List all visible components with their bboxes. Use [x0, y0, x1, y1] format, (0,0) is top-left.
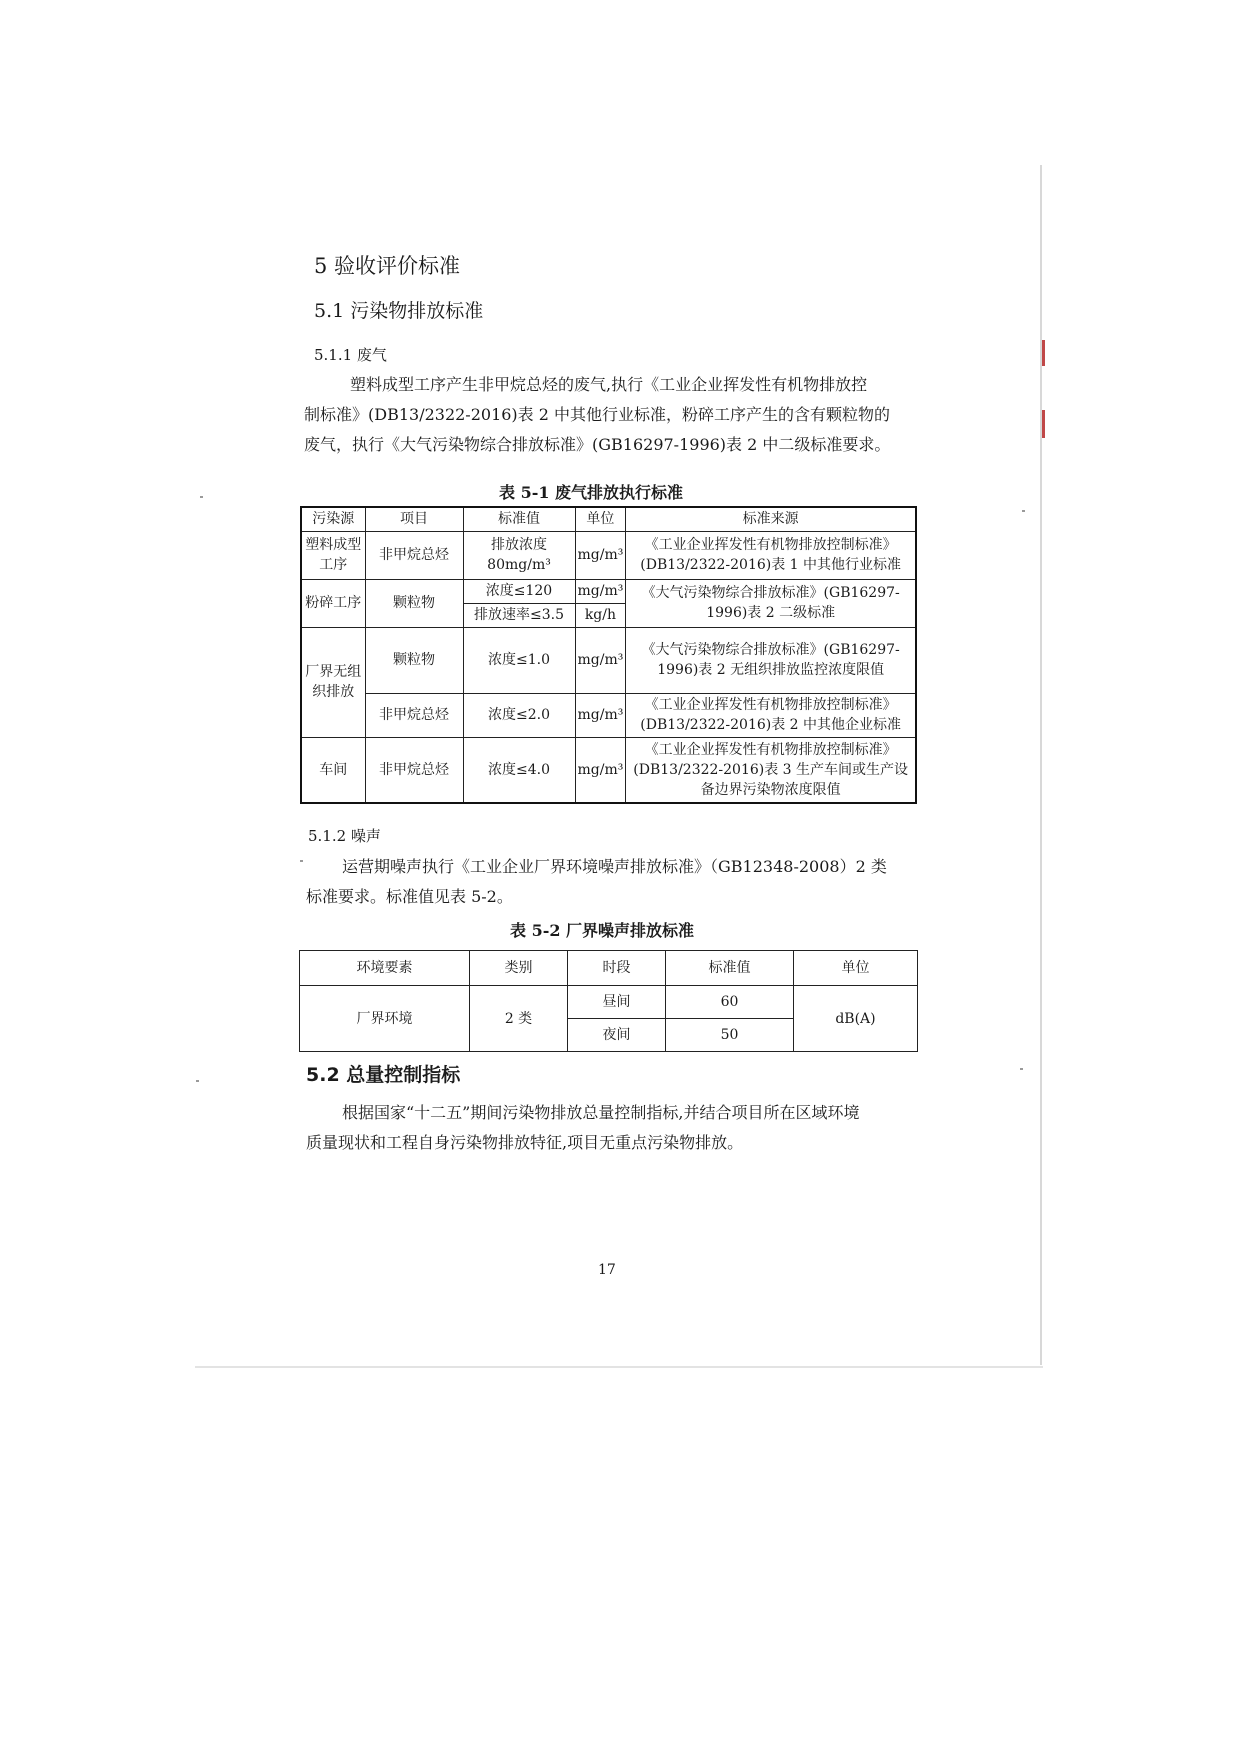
table-header: 项目: [365, 507, 463, 531]
table-cell: 浓度≤4.0: [463, 737, 575, 803]
table-cell: 非甲烷总烃: [365, 737, 463, 803]
table-cell: 非甲烷总烃: [365, 531, 463, 579]
table-cell: mg/m³: [575, 627, 626, 693]
total-control-paragraph: [306, 1098, 859, 1158]
table-cell: 排放速率≤3.5: [463, 603, 575, 627]
table-cell: 非甲烷总烃: [365, 693, 463, 737]
table-cell: 车间: [301, 737, 365, 803]
exhaust-standards-table: [300, 506, 917, 804]
table-header: 单位: [794, 951, 918, 986]
table-cell: mg/m³: [575, 579, 626, 603]
table-cell: 昼间: [568, 986, 666, 1019]
scan-edge-bottom: [195, 1366, 1043, 1368]
scan-speck: [196, 1080, 199, 1082]
table-cell: 浓度≤1.0: [463, 627, 575, 693]
scan-speck: [300, 860, 303, 862]
red-scan-mark: [1042, 410, 1045, 438]
table-cell: [463, 531, 575, 579]
table-header: 标准值: [463, 507, 575, 531]
table-header: 时段: [568, 951, 666, 986]
sub-subsection-heading: 5.1.1 废气: [314, 346, 387, 364]
table-cell: 厂界无组织排放: [301, 627, 365, 737]
table-cell: 2 类: [470, 986, 568, 1052]
table-cell: dB(A): [794, 986, 918, 1052]
table-cell: 《大气污染物综合排放标准》(GB16297-1996)表 2 二级标准: [626, 579, 916, 627]
scan-speck: [200, 496, 203, 498]
table-cell: 60: [666, 986, 794, 1019]
paragraph-line: 质量现状和工程自身污染物排放特征,项目无重点污染物排放。: [306, 1133, 744, 1152]
table-cell: 50: [666, 1019, 794, 1052]
section-heading: 5 验收评价标准: [314, 254, 461, 278]
table-cell: mg/m³: [575, 737, 626, 803]
subsection-heading: 5.1 污染物排放标准: [314, 300, 484, 322]
scan-speck: [1022, 510, 1025, 512]
table-cell: 《工业企业挥发性有机物排放控制标准》(DB13/2322-2016)表 1 中其他行业标准: [626, 531, 916, 579]
noise-paragraph: [306, 852, 887, 912]
paragraph-line: 塑料成型工序产生非甲烷总烃的废气,执行《工业企业挥发性有机物排放控: [350, 375, 868, 394]
scan-speck: [1020, 1068, 1023, 1070]
subsection-heading: 5.2 总量控制指标: [306, 1064, 461, 1086]
table-cell: kg/h: [575, 603, 626, 627]
paragraph-line: 根据国家“十二五”期间污染物排放总量控制指标,并结合项目所在区域环境: [342, 1103, 860, 1122]
table-cell: 浓度≤120: [463, 579, 575, 603]
table-cell: mg/m³: [575, 693, 626, 737]
exhaust-paragraph: [304, 370, 890, 460]
table-caption: 表 5-2 厂界噪声排放标准: [510, 921, 695, 940]
table-cell: 颗粒物: [365, 579, 463, 627]
table-cell: 颗粒物: [365, 627, 463, 693]
paragraph-line: 制标准》(DB13/2322-2016)表 2 中其他行业标准，粉碎工序产生的含有颗粒物的: [304, 405, 891, 424]
table-cell: 夜间: [568, 1019, 666, 1052]
table-cell: 《工业企业挥发性有机物排放控制标准》(DB13/2322-2016)表 3 生产车间或生产设备边界污染物浓度限值: [626, 737, 916, 803]
table-cell: 浓度≤2.0: [463, 693, 575, 737]
paragraph-line: 标准要求。标准值见表 5-2。: [306, 887, 513, 906]
table-cell: mg/m³: [575, 531, 626, 579]
paragraph-line: 废气，执行《大气污染物综合排放标准》(GB16297-1996)表 2 中二级标准要求。: [304, 435, 891, 454]
table-header: 标准来源: [626, 507, 916, 531]
table-header: 污染源: [301, 507, 365, 531]
table-header: 标准值: [666, 951, 794, 986]
table-header: 类别: [470, 951, 568, 986]
paragraph-line: 运营期噪声执行《工业企业厂界环境噪声排放标准》（GB12348-2008）2 类: [342, 857, 887, 876]
cell-line: 80mg/m³: [487, 557, 551, 573]
table-cell: 粉碎工序: [301, 579, 365, 627]
table-cell: 塑料成型工序: [301, 531, 365, 579]
table-cell: 《大气污染物综合排放标准》(GB16297-1996)表 2 无组织排放监控浓度限值: [626, 627, 916, 693]
table-header: 环境要素: [300, 951, 470, 986]
table-cell: 厂界环境: [300, 986, 470, 1052]
noise-standards-table: [299, 950, 918, 1052]
page-number: 17: [598, 1262, 616, 1278]
sub-subsection-heading: 5.1.2 噪声: [308, 827, 381, 845]
table-cell: 《工业企业挥发性有机物排放控制标准》(DB13/2322-2016)表 2 中其他企业标准: [626, 693, 916, 737]
table-header: 单位: [575, 507, 626, 531]
red-scan-mark: [1042, 340, 1045, 366]
table-caption: 表 5-1 废气排放执行标准: [499, 483, 684, 502]
cell-line: 排放浓度: [491, 537, 547, 553]
